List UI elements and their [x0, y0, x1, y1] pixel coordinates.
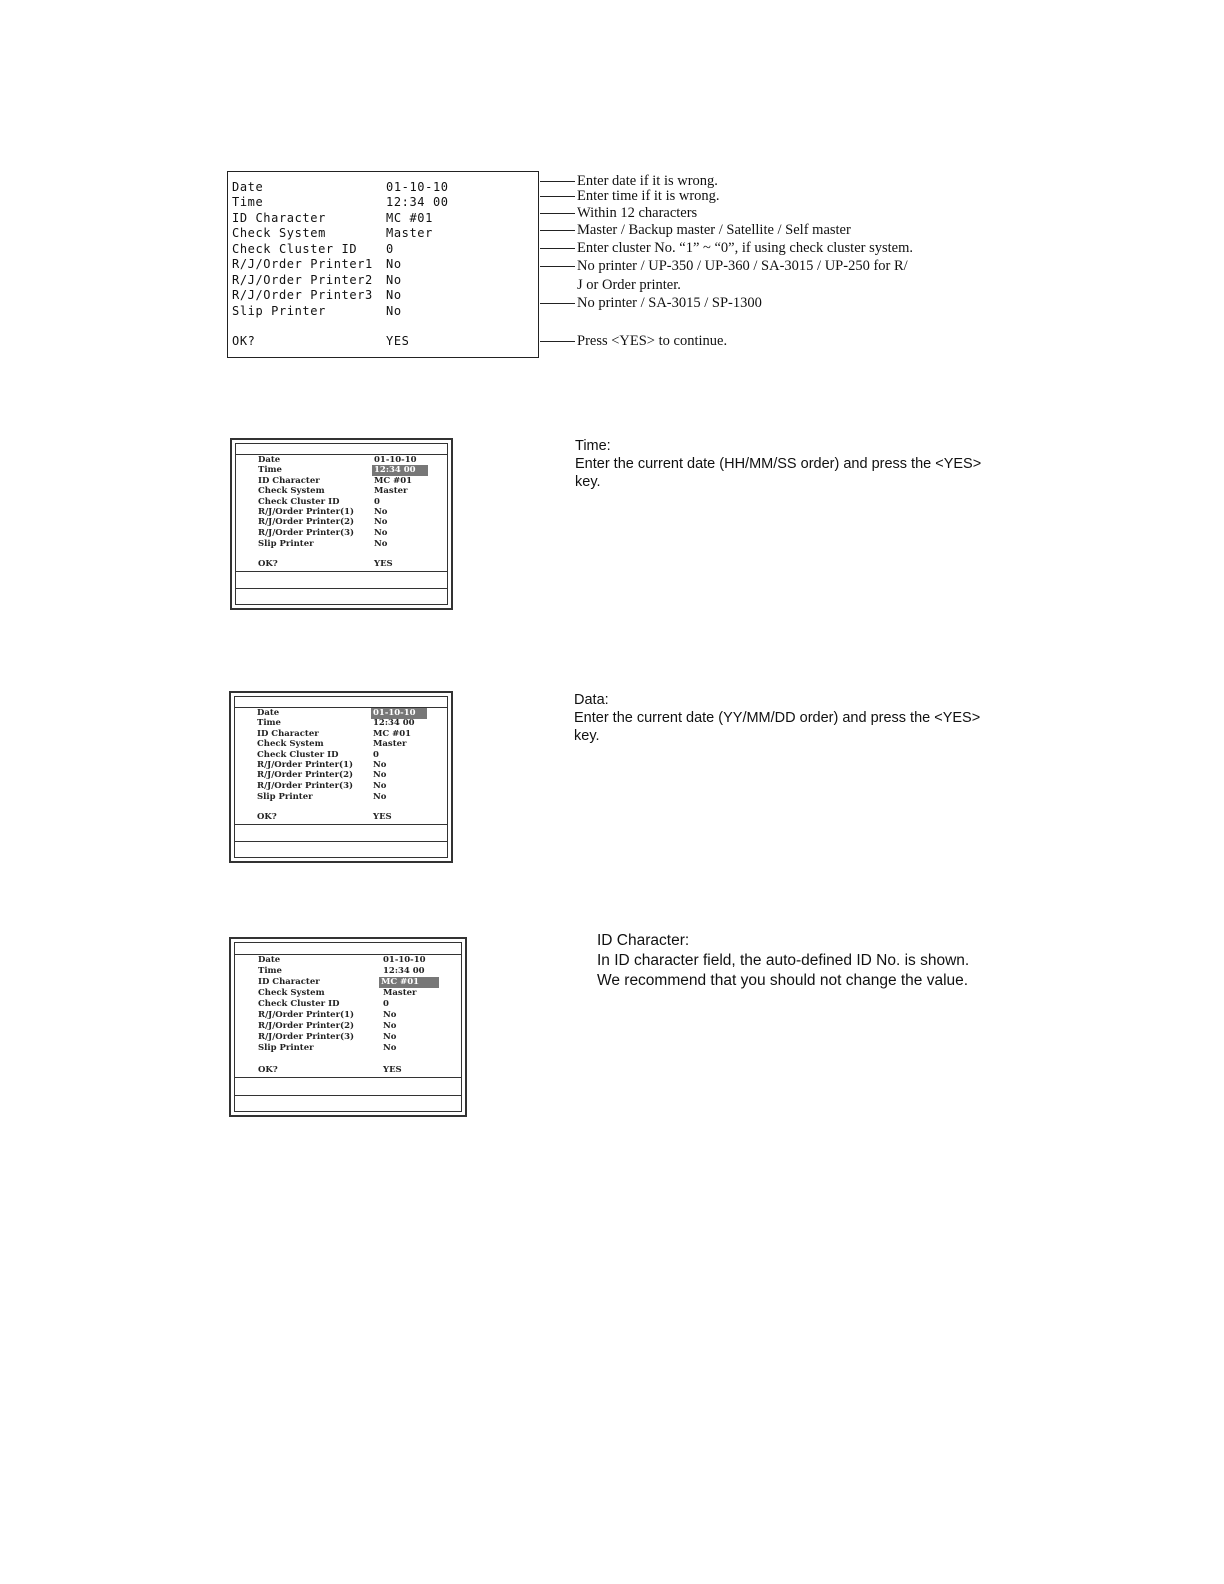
leader-printer [540, 266, 575, 267]
value-printer3: No [373, 781, 387, 791]
label-slip-printer: Slip Printer [258, 1043, 314, 1053]
label-check-system: Check System [232, 226, 326, 240]
description-date-line2: key. [574, 728, 600, 744]
value-check-cluster-id: 0 [386, 242, 394, 256]
value-printer1: No [383, 1010, 397, 1020]
leader-cluster [540, 248, 575, 249]
description-id-character [597, 931, 969, 991]
value-check-system: Master [374, 486, 408, 496]
value-slip-printer: No [383, 1043, 397, 1053]
value-printer1: No [386, 257, 402, 271]
label-printer3: R/J/Order Printer(3) [258, 1032, 355, 1042]
label-printer2: R/J/Order Printer(2) [258, 517, 355, 527]
value-check-system: Master [383, 988, 417, 998]
value-printer3: No [386, 288, 402, 302]
label-time: Time [258, 465, 282, 475]
lcd-screen-time [230, 438, 453, 610]
value-ok: YES [383, 1065, 402, 1075]
description-date-line1: Enter the current date (YY/MM/DD order) and press the <YES> [574, 710, 981, 726]
label-date: Date [258, 955, 281, 965]
label-check-system: Check System [258, 486, 325, 496]
label-date: Date [232, 180, 264, 194]
label-slip-printer: Slip Printer [258, 539, 314, 549]
label-printer1: R/J/Order Printer(1) [257, 760, 354, 770]
screen-separator [234, 824, 448, 825]
value-slip-printer: No [386, 304, 402, 318]
annotation-id-character: Within 12 characters [577, 205, 698, 221]
description-date [574, 691, 980, 745]
value-time: 12:34 00 [373, 718, 415, 728]
label-id-character: ID Character [257, 729, 319, 739]
label-check-cluster-id: Check Cluster ID [258, 999, 340, 1009]
label-date: Date [258, 455, 281, 465]
leader-id [540, 213, 575, 214]
value-printer2: No [374, 517, 388, 527]
label-ok: OK? [258, 1065, 278, 1075]
lcd-screen-date [229, 691, 453, 863]
value-printer2: No [386, 273, 402, 287]
value-check-system: Master [386, 226, 433, 240]
leader-check-system [540, 230, 575, 231]
label-printer3: R/J/Order Printer(3) [258, 528, 355, 538]
label-check-system: Check System [258, 988, 325, 998]
description-id-line2: We recommend that you should not change the value. [597, 972, 969, 989]
leader-time [540, 196, 575, 197]
value-slip-printer: No [373, 792, 387, 802]
value-printer1: No [373, 760, 387, 770]
label-date: Date [257, 708, 280, 718]
label-printer2: R/J/Order Printer(2) [257, 770, 354, 780]
description-id-line1: In ID character field, the auto-defined ID No. is shown. [597, 952, 970, 969]
label-id-character: ID Character [232, 211, 326, 225]
annotation-slip-printer: No printer / SA-3015 / SP-1300 [577, 295, 762, 311]
annotation-check-system: Master / Backup master / Satellite / Self master [577, 222, 851, 238]
leader-date [540, 181, 575, 182]
value-ok: YES [374, 559, 393, 569]
value-date: 01-10-10 [383, 955, 426, 965]
label-ok: OK? [257, 812, 277, 822]
description-time [575, 437, 981, 491]
label-printer1: R/J/Order Printer(1) [258, 1010, 355, 1020]
value-printer2: No [383, 1021, 397, 1031]
label-printer3: R/J/Order Printer3 [232, 288, 373, 302]
description-id-title: ID Character: [597, 932, 690, 949]
value-date: 01-10-10 [374, 455, 417, 465]
label-printer2: R/J/Order Printer(2) [258, 1021, 355, 1031]
lcd-screen-id-character [229, 937, 467, 1117]
label-check-cluster-id: Check Cluster ID [258, 497, 340, 507]
value-time: 12:34 00 [383, 966, 425, 976]
value-time: 12:34 00 [386, 195, 449, 209]
description-date-title: Data: [574, 692, 609, 708]
label-id-character: ID Character [258, 977, 320, 987]
label-slip-printer: Slip Printer [232, 304, 326, 318]
value-check-cluster-id: 0 [374, 497, 380, 507]
screen-separator [235, 588, 448, 589]
annotation-time: Enter time if it is wrong. [577, 188, 720, 204]
label-printer3: R/J/Order Printer(3) [257, 781, 354, 791]
value-time-highlighted[interactable]: 12:34 00 [372, 465, 428, 476]
label-printer1: R/J/Order Printer1 [232, 257, 373, 271]
label-ok: OK? [258, 559, 278, 569]
value-printer1: No [374, 507, 388, 517]
leader-ok [540, 341, 575, 342]
screen-separator [234, 841, 448, 842]
value-printer2: No [373, 770, 387, 780]
value-id-character: MC #01 [373, 729, 412, 739]
value-check-cluster-id: 0 [373, 750, 379, 760]
label-check-cluster-id: Check Cluster ID [257, 750, 339, 760]
description-time-line2: key. [575, 474, 601, 490]
value-printer3: No [383, 1032, 397, 1042]
screen-separator [234, 1095, 462, 1096]
value-ok: YES [386, 334, 410, 348]
label-time: Time [257, 718, 281, 728]
description-time-title: Time: [575, 438, 611, 454]
value-id-character-highlighted[interactable]: MC #01 [379, 977, 439, 988]
value-check-cluster-id: 0 [383, 999, 389, 1009]
label-ok: OK? [232, 334, 256, 348]
value-printer3: No [374, 528, 388, 538]
value-id-character: MC #01 [386, 211, 433, 225]
label-id-character: ID Character [258, 476, 320, 486]
screen-separator [234, 1077, 462, 1078]
annotation-printer-line1: No printer / UP-350 / UP-360 / SA-3015 / UP-250 for R/ [577, 258, 908, 274]
value-id-character: MC #01 [374, 476, 413, 486]
label-check-system: Check System [257, 739, 324, 749]
value-slip-printer: No [374, 539, 388, 549]
description-time-line1: Enter the current date (HH/MM/SS order) and press the <YES> [575, 456, 982, 472]
label-check-cluster-id: Check Cluster ID [232, 242, 358, 256]
label-time: Time [232, 195, 264, 209]
value-check-system: Master [373, 739, 407, 749]
label-printer1: R/J/Order Printer(1) [258, 507, 355, 517]
label-slip-printer: Slip Printer [257, 792, 313, 802]
annotation-date: Enter date if it is wrong. [577, 173, 718, 189]
annotation-ok: Press <YES> to continue. [577, 333, 728, 349]
setup-screen-annotated [227, 171, 539, 358]
value-date: 01-10-10 [386, 180, 449, 194]
value-ok: YES [373, 812, 392, 822]
annotation-check-cluster-id: Enter cluster No. “1” ~ “0”, if using check cluster system. [577, 240, 913, 256]
screen-separator [235, 571, 448, 572]
annotation-printer-line2: J or Order printer. [577, 277, 681, 293]
value-date-highlighted[interactable]: 01-10-10 [371, 708, 427, 719]
label-time: Time [258, 966, 282, 976]
leader-slip [540, 303, 575, 304]
label-printer2: R/J/Order Printer2 [232, 273, 373, 287]
